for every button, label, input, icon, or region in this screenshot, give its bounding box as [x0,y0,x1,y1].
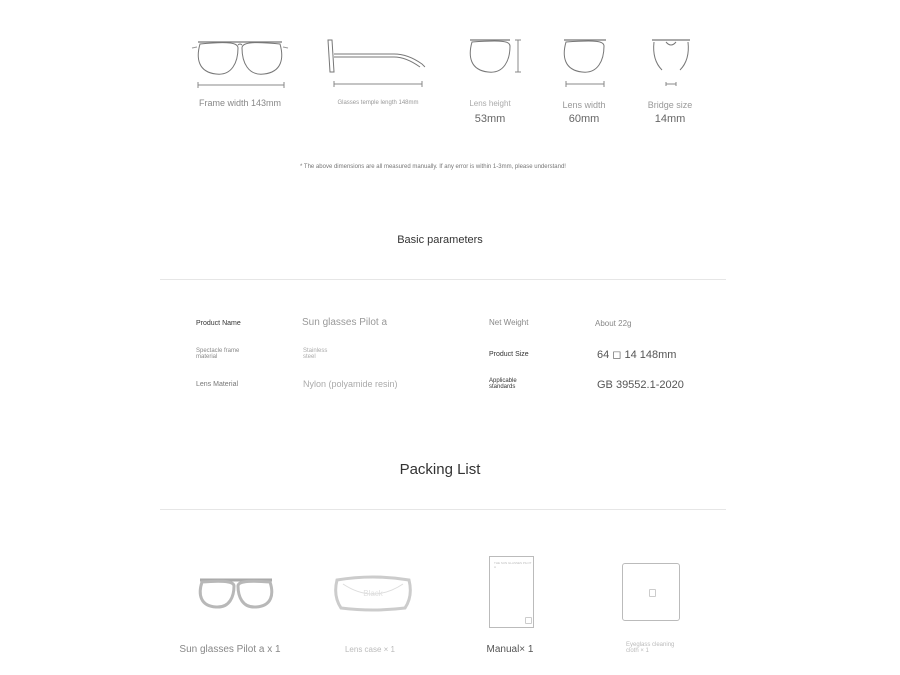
temple-length-label: Glasses temple length 148mm [337,100,419,106]
param-label: Product Size [489,351,529,358]
manual-logo-icon [525,617,532,624]
param-value: Nylon (polyamide resin) [303,379,398,389]
packing-item-label: Sun glasses Pilot a x 1 [179,644,281,655]
lens-height-label: Lens height [469,99,511,108]
lens-height-diagram [466,36,526,80]
lens-width-diagram [560,36,616,90]
manual-cover-text: THE SUN GLASSES PILOT A [494,561,532,569]
param-value: 64 ◻ 14 148mm [597,349,677,361]
lens-width-value: 60mm [568,113,600,125]
param-value: GB 39552.1-2020 [597,379,684,391]
bridge-size-diagram [650,36,694,90]
param-value: Stainless steel [303,348,328,360]
cleaning-cloth-image [622,563,680,621]
packing-list-title: Packing List [399,461,481,478]
packing-item-label: Eyeglass cleaning cloth × 1 [626,642,675,654]
lens-width-label: Lens width [562,100,606,110]
param-label: Lens Material [196,381,239,388]
frame-width-label: Frame width 143mm [198,98,282,108]
param-label: Applicable standards [489,378,517,390]
basic-parameters-title: Basic parameters [397,234,483,246]
divider [160,279,726,280]
param-label: Net Weight [489,318,529,327]
bridge-size-label: Bridge size [647,100,693,110]
cloth-logo-icon [649,589,656,597]
packing-item-label: Manual× 1 [486,644,534,655]
param-value: About 22g [595,319,632,328]
lens-height-value: 53mm [474,113,506,125]
param-label: Spectacle frame material [196,348,240,360]
divider [160,509,726,510]
param-value: Sun glasses Pilot a [302,317,388,328]
temple-length-diagram [326,38,434,92]
param-label: Product Name [196,320,241,327]
packing-item-label: Lens case × 1 [344,645,396,654]
lens-case-brand-text: Black [363,589,383,598]
manual-image [489,556,534,628]
frame-width-diagram [192,36,292,92]
sunglasses-image [196,576,276,610]
dimensions-note: * The above dimensions are all measured manually. If any error is within 1-3mm, please understand! [300,164,566,170]
bridge-size-value: 14mm [654,113,686,125]
